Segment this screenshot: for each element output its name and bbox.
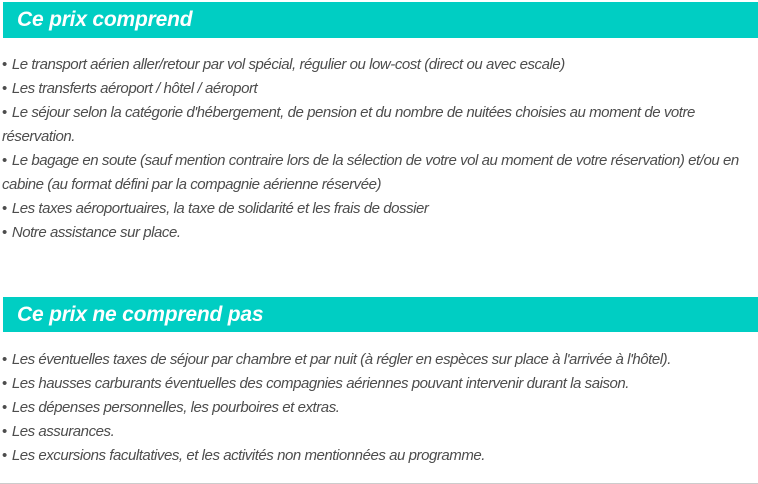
section-header-price-not-included xyxy=(3,297,758,332)
list-item xyxy=(2,101,754,149)
bullet-icon: • xyxy=(2,80,7,97)
list-item xyxy=(2,197,754,221)
list-item xyxy=(2,444,754,468)
list-item xyxy=(2,420,754,444)
list-item xyxy=(2,396,754,420)
list-item-text: Le transport aérien aller/retour par vol spécial, régulier ou low-cost (direct ou avec escale) xyxy=(11,56,565,73)
price-included-list xyxy=(2,53,754,245)
list-item xyxy=(2,372,754,396)
list-item xyxy=(2,348,754,372)
bullet-icon: • xyxy=(2,152,7,169)
bullet-icon: • xyxy=(2,423,7,440)
bullet-icon: • xyxy=(2,375,7,392)
list-item xyxy=(2,221,754,245)
section-title-price-not-included: Ce prix ne comprend pas xyxy=(17,302,264,326)
list-item xyxy=(2,149,754,197)
bullet-icon: • xyxy=(2,104,7,121)
list-item-text: Le bagage en soute (sauf mention contraire lors de la sélection de votre vol au moment de votre réservation) et/ou en cabine (au format défini par la compagnie aérienne réservée) xyxy=(2,152,739,193)
bullet-icon: • xyxy=(2,200,7,217)
list-item xyxy=(2,77,754,101)
section-header-price-included xyxy=(3,2,758,38)
list-item-text: Les hausses carburants éventuelles des compagnies aériennes pouvant intervenir durant la saison. xyxy=(11,375,630,392)
list-item-text: Les éventuelles taxes de séjour par chambre et par nuit (à régler en espèces sur place à l'arrivée à l'hôtel). xyxy=(11,351,671,368)
list-item xyxy=(2,53,754,77)
list-item-text: Les transferts aéroport / hôtel / aéroport xyxy=(11,80,258,97)
bullet-icon: • xyxy=(2,56,7,73)
list-item-text: Le séjour selon la catégorie d'hébergement, de pension et du nombre de nuitées choisies au moment de votre réservation. xyxy=(2,104,695,145)
list-item-text: Les dépenses personnelles, les pourboires et extras. xyxy=(11,399,340,416)
bullet-icon: • xyxy=(2,447,7,464)
list-item-text: Les taxes aéroportuaires, la taxe de solidarité et les frais de dossier xyxy=(11,200,429,217)
list-item-text: Les assurances. xyxy=(11,423,115,440)
list-item-text: Les excursions facultatives, et les activités non mentionnées au programme. xyxy=(11,447,485,464)
bullet-icon: • xyxy=(2,224,7,241)
section-title-price-included: Ce prix comprend xyxy=(17,8,193,31)
bullet-icon: • xyxy=(2,399,7,416)
bullet-icon: • xyxy=(2,351,7,368)
price-not-included-list xyxy=(2,348,754,468)
list-item-text: Notre assistance sur place. xyxy=(11,224,181,241)
